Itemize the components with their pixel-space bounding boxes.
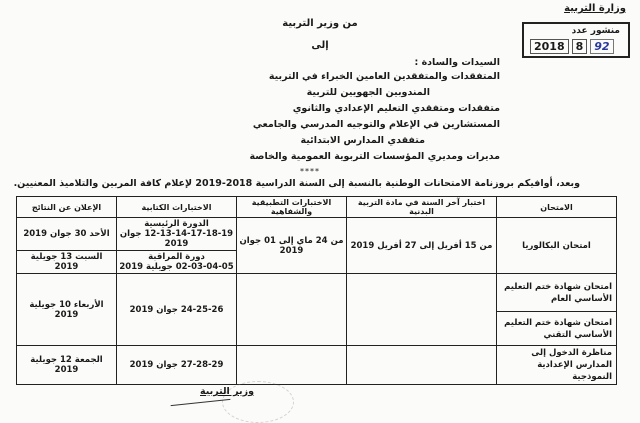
circular-number-box bbox=[522, 22, 630, 58]
bac-ctrl-label: دورة المراقبة bbox=[148, 252, 205, 262]
exam-basic-technical: امتحان شهادة ختم التعليم الأساسي التقني bbox=[497, 312, 617, 346]
bac-main-label: الدورة الرئيسية bbox=[144, 219, 209, 229]
bac-result-main: الأحد 30 جوان 2019 bbox=[17, 218, 117, 251]
circular-year: 2018 bbox=[530, 39, 569, 54]
circular-number bbox=[530, 39, 614, 54]
exam-pilot: مناظرة الدخول إلى المدارس الإعدادية النموذجية bbox=[497, 346, 617, 385]
table-row bbox=[17, 274, 617, 312]
table-row bbox=[17, 218, 617, 251]
bac-oral: من 24 ماي إلى 01 جوان 2019 bbox=[237, 218, 347, 274]
circular-month: 8 bbox=[572, 39, 588, 54]
circular-label: منشور عدد bbox=[571, 26, 620, 36]
pilot-result: الجمعة 12 جويلية 2019 bbox=[17, 346, 117, 385]
table-row bbox=[17, 346, 617, 385]
signature-title: وزير التربية bbox=[200, 386, 254, 397]
ministry-name: وزارة التربية bbox=[564, 3, 626, 14]
pilot-oral-empty bbox=[237, 346, 347, 385]
pilot-written: 27-28-29 جوان 2019 bbox=[117, 346, 237, 385]
circular-num-handwritten: 92 bbox=[590, 39, 613, 54]
recipient-line: المستشارين في الإعلام والتوجيه المدرسي والجامعي bbox=[252, 119, 500, 130]
header-exam: الامتحان bbox=[497, 197, 617, 218]
basic-sport-empty bbox=[347, 274, 497, 346]
separator-stars: **** bbox=[300, 167, 320, 176]
recipient-line: مديرات ومديري المؤسسات التربوية العمومية والخاصة bbox=[249, 151, 500, 162]
table-header-row bbox=[17, 197, 617, 218]
header-written: الاختبارات الكتابية bbox=[117, 197, 237, 218]
recipient-line: متفقدات ومتفقدي التعليم الإعدادي والثانوي bbox=[292, 103, 500, 114]
bac-main-dates: 12-13-14-17-18-19 جوان 2019 bbox=[119, 229, 234, 249]
bac-written-ctrl bbox=[117, 251, 237, 274]
sender: من وزير التربية bbox=[282, 18, 358, 29]
bac-sport: من 15 أفريل إلى 27 أفريل 2019 bbox=[347, 218, 497, 274]
recipient-line: المتفقدات والمتفقدين العامين الخبراء في التربية bbox=[268, 71, 500, 82]
recipient-line: السيدات والسادة : bbox=[414, 57, 500, 68]
header-results: الإعلان عن النتائج bbox=[17, 197, 117, 218]
header-oral: الاختبارات التطبيقية والشفاهية bbox=[237, 197, 347, 218]
bac-ctrl-dates: 02-03-04-05 جويلية 2019 bbox=[119, 262, 234, 272]
to-label: إلى bbox=[311, 40, 329, 51]
recipient-line: المندوبين الجهويين للتربية bbox=[306, 87, 430, 98]
pilot-sport-empty bbox=[347, 346, 497, 385]
bac-result-ctrl: السبت 13 جويلية 2019 bbox=[17, 251, 117, 274]
exam-basic-general: امتحان شهادة ختم التعليم الأساسي العام bbox=[497, 274, 617, 312]
exam-bac: امتحان البكالوريا bbox=[497, 218, 617, 274]
basic-result: الأربعاء 10 جويلية 2019 bbox=[17, 274, 117, 346]
basic-written: 24-25-26 جوان 2019 bbox=[117, 274, 237, 346]
intro-paragraph: وبعد، أوافيكم بروزنامة الامتحانات الوطنية بالنسبة إلى السنة الدراسية 2018-2019 لإعلام كافة المربين والتلاميذ المعنيين. bbox=[13, 178, 580, 189]
header-sport: اختبار آخر السنة في مادة التربية البدنية bbox=[347, 197, 497, 218]
recipient-line: متفقدي المدارس الابتدائية bbox=[300, 135, 425, 146]
bac-written-main bbox=[117, 218, 237, 251]
exam-schedule-table bbox=[16, 196, 617, 385]
basic-oral-empty bbox=[237, 274, 347, 346]
